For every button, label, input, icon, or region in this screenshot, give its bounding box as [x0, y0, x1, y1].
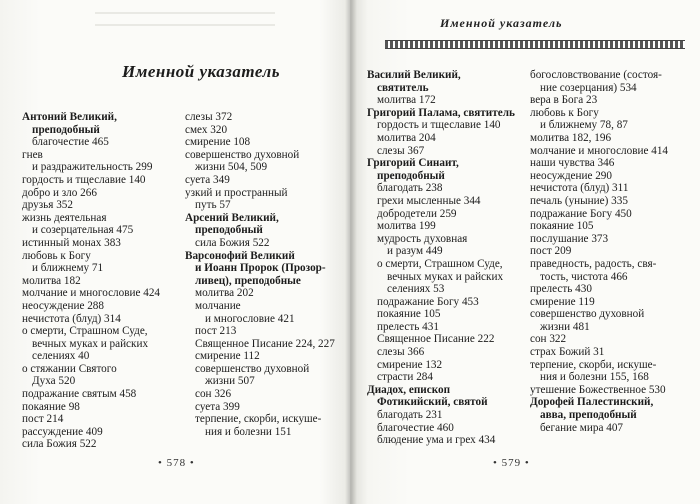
- index-entry-line: благочестие 460: [377, 421, 454, 434]
- index-entry-line: о смерти, Страшном Суде,: [377, 257, 503, 270]
- index-column-right-1: [367, 69, 515, 447]
- index-heading-line: Варсонофий Великий: [185, 249, 295, 262]
- index-entry-line: совершенство духовной: [185, 148, 300, 161]
- index-entry-line: путь 57: [195, 199, 231, 212]
- index-entry-line: печаль (уныние) 335: [530, 194, 628, 207]
- index-entry-line: смирение 132: [377, 358, 443, 371]
- index-heading-line: ливец), преподобные: [195, 274, 301, 287]
- index-entry-line: покаяние 98: [22, 400, 80, 413]
- index-entry-line: слезы 366: [377, 346, 425, 359]
- index-entry-line: утешение Божественное 530: [530, 383, 666, 396]
- index-column-left-1: [22, 111, 160, 451]
- index-entry-line: и ближнему 71: [32, 262, 104, 275]
- index-entry-line: смех 320: [185, 123, 228, 136]
- index-entry-line: любовь к Богу: [22, 249, 91, 262]
- index-entry-line: благочестие 465: [32, 136, 109, 149]
- index-heading-line: преподобный: [195, 224, 263, 237]
- index-heading-line: Антоний Великий,: [22, 111, 117, 123]
- index-entry-line: любовь к Богу: [530, 106, 599, 119]
- index-entry-line: мудрость духовная: [377, 232, 468, 245]
- index-entry-line: смирение 108: [185, 136, 251, 149]
- index-entry-line: гнев: [22, 148, 43, 161]
- index-entry-line: прелесть 430: [530, 283, 592, 296]
- index-heading-line: Арсений Великий,: [185, 211, 279, 224]
- index-entry-line: гордость и тщеславие 140: [22, 173, 146, 186]
- index-entry-line: сон 326: [195, 388, 232, 401]
- bleed-through-ornament: [95, 12, 275, 26]
- index-heading-line: Василий Великий,: [367, 69, 461, 81]
- index-entry-line: и многословие 421: [205, 312, 295, 325]
- index-entry-line: молчание и многословие 424: [22, 287, 161, 300]
- index-heading-line: авва, преподобный: [540, 409, 637, 422]
- index-entry-line: смирение 119: [530, 295, 595, 308]
- header-ornament: [385, 40, 685, 49]
- index-entry-line: вечных муках и райских: [387, 270, 504, 283]
- index-entry-line: подражание святым 458: [22, 388, 137, 401]
- index-entry-line: селениях 53: [387, 283, 445, 296]
- page-number-left: • 578 •: [158, 457, 195, 469]
- index-entry-line: сила Божия 522: [195, 236, 270, 249]
- index-title: Именной указатель: [122, 62, 280, 81]
- index-entry-line: ние созерцания) 534: [540, 81, 637, 94]
- index-entry-line: совершенство духовной: [530, 308, 645, 321]
- index-entry-line: друзья 352: [22, 199, 73, 212]
- index-entry-line: молчание: [195, 299, 241, 312]
- index-entry-line: нечистота (блуд) 311: [530, 182, 629, 195]
- index-entry-line: подражание Богу 450: [530, 207, 632, 220]
- index-entry-line: терпение, скорби, искуше-: [195, 413, 322, 426]
- book-gutter: [345, 0, 357, 504]
- index-entry-line: жизни 481: [540, 320, 590, 333]
- index-entry-line: суета 349: [185, 173, 230, 186]
- index-entry-line: молитва 202: [195, 287, 254, 300]
- index-entry-line: неосуждение 290: [530, 169, 612, 182]
- index-entry-line: молитва 172: [377, 94, 436, 107]
- index-entry-line: праведность, радость, свя-: [530, 257, 657, 270]
- index-heading-line: Григорий Палама, святитель: [367, 106, 515, 119]
- index-entry-line: молитва 204: [377, 131, 436, 144]
- index-entry-line: послушание 373: [530, 232, 609, 245]
- index-entry-line: о смерти, Страшном Суде,: [22, 325, 148, 338]
- index-entry-line: и созерцательная 475: [32, 224, 134, 237]
- index-entry-line: жизни 504, 509: [195, 161, 268, 174]
- index-entry-line: тость, чистота 466: [540, 270, 628, 283]
- index-entry-line: вечных муках и райских: [32, 337, 149, 350]
- index-entry-line: добро и зло 266: [22, 186, 97, 199]
- index-entry-line: молитва 182, 196: [530, 131, 612, 144]
- index-entry-line: страх Божий 31: [530, 346, 605, 359]
- index-column-right-2: [530, 69, 668, 434]
- index-entry-line: о стяжании Святого: [22, 362, 117, 375]
- index-entry-line: добродетели 259: [377, 207, 457, 220]
- index-entry-line: суета 399: [195, 400, 240, 413]
- index-entry-line: Священное Писание 222: [377, 333, 495, 346]
- index-entry-line: истинный монах 383: [22, 236, 121, 249]
- index-heading-line: Григорий Синаит,: [367, 157, 459, 170]
- index-entry-line: богословствование (состоя-: [530, 69, 662, 81]
- index-entry-line: и раздражительность 299: [32, 161, 153, 174]
- index-entry-line: жизнь деятельная: [22, 211, 107, 224]
- index-entry-line: неосуждение 288: [22, 299, 104, 312]
- index-entry-line: блюдение ума и грех 434: [377, 434, 496, 447]
- index-heading-line: святитель: [377, 81, 429, 94]
- index-entry-line: сила Божия 522: [22, 438, 97, 451]
- index-entry-line: благодать 238: [377, 182, 443, 195]
- index-entry-line: и ближнему 78, 87: [540, 119, 628, 132]
- index-entry-line: жизни 507: [205, 375, 255, 388]
- index-entry-line: сон 322: [530, 333, 567, 346]
- index-entry-line: покаяние 105: [530, 220, 594, 233]
- index-entry-line: молитва 199: [377, 220, 436, 233]
- index-entry-line: Священное Писание 224, 227: [195, 337, 335, 350]
- index-entry-line: слезы 367: [377, 144, 425, 157]
- index-entry-line: молчание и многословие 414: [530, 144, 669, 157]
- index-entry-line: гордость и тщеславие 140: [377, 119, 501, 132]
- index-heading-line: Диадох, епископ: [367, 383, 451, 396]
- index-entry-line: терпение, скорби, искуше-: [530, 358, 657, 371]
- index-entry-line: покаяние 105: [377, 308, 441, 321]
- index-entry-line: селениях 40: [32, 350, 90, 363]
- index-entry-line: страсти 284: [377, 371, 433, 384]
- index-entry-line: наши чувства 346: [530, 157, 615, 170]
- index-entry-line: рассуждение 409: [22, 425, 103, 438]
- index-entry-line: пост 214: [22, 413, 64, 426]
- index-entry-line: бегание мира 407: [540, 421, 624, 434]
- index-heading-line: преподобный: [32, 123, 100, 136]
- index-entry-line: совершенство духовной: [195, 362, 310, 375]
- index-entry-line: слезы 372: [185, 111, 233, 123]
- index-entry-line: и разум 449: [387, 245, 443, 258]
- index-heading-line: и Иоанн Пророк (Прозор-: [195, 262, 326, 275]
- index-entry-line: прелесть 431: [377, 320, 439, 333]
- index-entry-line: пост 209: [530, 245, 572, 258]
- index-entry-line: ния и болезни 151: [205, 425, 292, 438]
- index-entry-line: нечистота (блуд) 314: [22, 312, 121, 325]
- index-entry-line: грехи мысленные 344: [377, 194, 481, 207]
- index-heading-line: Фотикийский, святой: [377, 396, 488, 409]
- index-column-left-2: [185, 111, 335, 438]
- index-entry-line: смирение 112: [195, 350, 260, 363]
- running-head: Именной указатель: [440, 16, 563, 30]
- index-entry-line: Духа 520: [32, 375, 76, 388]
- page-number-right: • 579 •: [493, 457, 530, 469]
- index-heading-line: преподобный: [377, 169, 445, 182]
- index-entry-line: благодать 231: [377, 409, 443, 422]
- index-entry-line: подражание Богу 453: [377, 295, 479, 308]
- index-entry-line: пост 213: [195, 325, 237, 338]
- index-entry-line: молитва 182: [22, 274, 81, 287]
- index-heading-line: Дорофей Палестинский,: [530, 396, 654, 409]
- index-entry-line: ния и болезни 155, 168: [540, 371, 649, 384]
- index-entry-line: вера в Бога 23: [530, 94, 598, 107]
- index-entry-line: узкий и пространный: [185, 186, 288, 199]
